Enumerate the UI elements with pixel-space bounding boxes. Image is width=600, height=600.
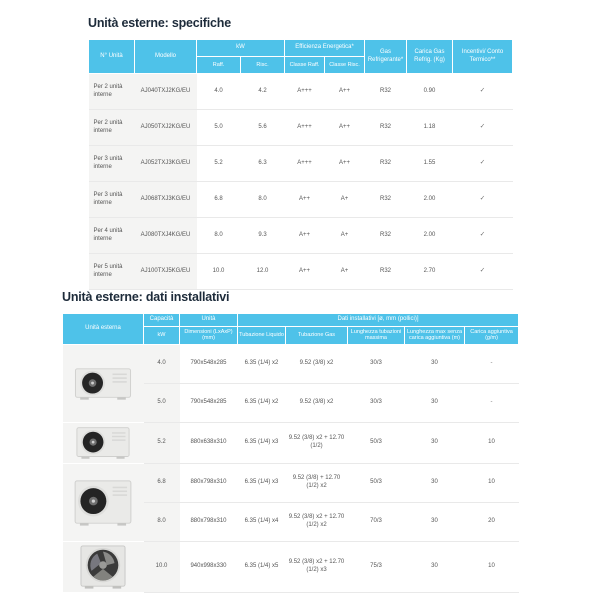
col-header-gas: Gas Refrigerante*	[365, 40, 407, 74]
outdoor-unit-photo-medium	[63, 423, 144, 464]
cell-gas: 9.52 (3/8) x2	[286, 384, 348, 423]
cell-classe-raff: A+++	[285, 110, 325, 146]
cell-senza-carica: 30	[405, 464, 465, 503]
cell-liquido: 6.35 (1/4) x3	[238, 423, 286, 464]
cell-classe-risc: A++	[325, 74, 365, 110]
section-specifiche	[88, 16, 512, 290]
outdoor-unit-icon	[72, 478, 134, 528]
cell-carica: 20	[465, 503, 519, 542]
cell-senza-carica: 30	[405, 384, 465, 423]
table-row	[63, 542, 519, 593]
cell-gas: 9.52 (3/8) x2 + 12.70 (1/2) x2	[286, 503, 348, 542]
table-row	[89, 218, 513, 254]
checkmark-icon: ✓	[453, 110, 513, 146]
col-header-raff: Raff.	[197, 57, 241, 74]
cell-liquido: 6.35 (1/4) x2	[238, 345, 286, 384]
col-header-tubazione-gas: Tubazione Gas	[286, 326, 348, 345]
cell-risc: 5.6	[241, 110, 285, 146]
cell-classe-risc: A++	[325, 146, 365, 182]
cell-carica: 10	[465, 423, 519, 464]
cell-classe-risc: A+	[325, 218, 365, 254]
cell-gas: R32	[365, 182, 407, 218]
cell-lunghezza: 70/3	[348, 503, 405, 542]
cell-kw: 6.8	[144, 464, 180, 503]
cell-raff: 10.0	[197, 254, 241, 290]
cell-kw: 4.0	[144, 345, 180, 384]
cell-classe-raff: A++	[285, 182, 325, 218]
cell-gas: R32	[365, 254, 407, 290]
col-header-risc: Risc.	[241, 57, 285, 74]
table-row	[89, 110, 513, 146]
cell-risc: 6.3	[241, 146, 285, 182]
cell-kw: 10.0	[144, 542, 180, 593]
col-header-modello: Modello	[135, 40, 197, 74]
cell-gas: R32	[365, 218, 407, 254]
col-group-efficienza: Efficienza Energetica*	[285, 40, 365, 57]
checkmark-icon: ✓	[453, 146, 513, 182]
table-row	[89, 146, 513, 182]
cell-carica: 1.18	[407, 110, 453, 146]
cell-senza-carica: 30	[405, 423, 465, 464]
cell-lunghezza: 30/3	[348, 384, 405, 423]
cell-risc: 4.2	[241, 74, 285, 110]
col-header-kw: kW	[144, 326, 180, 345]
col-group-dati-installativi: Dati installativi [ø, mm (pollici)]	[238, 314, 519, 327]
cell-carica: 10	[465, 542, 519, 593]
table-row	[63, 464, 519, 503]
section-dati-installativi	[62, 290, 518, 593]
cell-liquido: 6.35 (1/4) x4	[238, 503, 286, 542]
col-header-classe-risc: Classe Risc.	[325, 57, 365, 74]
cell-gas: R32	[365, 74, 407, 110]
cell-liquido: 6.35 (1/4) x3	[238, 464, 286, 503]
cell-risc: 12.0	[241, 254, 285, 290]
cell-modello: AJ068TXJ3KG/EU	[135, 182, 197, 218]
cell-gas: 9.52 (3/8) x2 + 12.70 (1/2) x3	[286, 542, 348, 593]
cell-classe-risc: A++	[325, 110, 365, 146]
cell-senza-carica: 30	[405, 542, 465, 593]
col-header-incentivi: Incentivi/ Conto Termico**	[453, 40, 513, 74]
cell-raff: 4.0	[197, 74, 241, 110]
cell-gas: 9.52 (3/8) + 12.70 (1/2) x2	[286, 464, 348, 503]
outdoor-unit-photo-tall	[63, 464, 144, 542]
col-group-capacita: Capacità	[144, 314, 180, 327]
col-header-carica-aggiuntiva: Carica aggiuntiva (g/m)	[465, 326, 519, 345]
col-group-kw: kW	[197, 40, 285, 57]
cell-n-unita: Per 3 unità interne	[89, 182, 135, 218]
cell-carica: 2.70	[407, 254, 453, 290]
page-title-specifiche: Unità esterne: specifiche	[88, 16, 231, 30]
cell-risc: 9.3	[241, 218, 285, 254]
cell-raff: 6.8	[197, 182, 241, 218]
cell-lunghezza: 30/3	[348, 345, 405, 384]
cell-modello: AJ040TXJ2KG/EU	[135, 74, 197, 110]
cell-gas: R32	[365, 146, 407, 182]
cell-dimensioni: 940x998x330	[180, 542, 238, 593]
cell-dimensioni: 880x798x310	[180, 464, 238, 503]
cell-lunghezza: 50/3	[348, 423, 405, 464]
outdoor-unit-photo-large	[63, 542, 144, 593]
cell-raff: 5.0	[197, 110, 241, 146]
cell-senza-carica: 30	[405, 503, 465, 542]
col-header-lunghezza-senza-carica: Lunghezza max senza carica aggiuntiva (m)	[405, 326, 465, 345]
cell-classe-raff: A++	[285, 218, 325, 254]
page-title-dati-installativi: Unità esterne: dati installativi	[62, 290, 230, 304]
cell-modello: AJ100TXJ5KG/EU	[135, 254, 197, 290]
cell-carica: 2.00	[407, 182, 453, 218]
cell-kw: 5.0	[144, 384, 180, 423]
cell-lunghezza: 50/3	[348, 464, 405, 503]
checkmark-icon: ✓	[453, 218, 513, 254]
cell-risc: 8.0	[241, 182, 285, 218]
cell-carica: 10	[465, 464, 519, 503]
cell-modello: AJ080TXJ4KG/EU	[135, 218, 197, 254]
cell-dimensioni: 790x548x285	[180, 384, 238, 423]
cell-lunghezza: 75/3	[348, 542, 405, 593]
cell-classe-raff: A+++	[285, 74, 325, 110]
cell-raff: 8.0	[197, 218, 241, 254]
col-header-classe-raff: Classe Raff.	[285, 57, 325, 74]
checkmark-icon: ✓	[453, 74, 513, 110]
table-row	[63, 423, 519, 464]
cell-liquido: 6.35 (1/4) x2	[238, 384, 286, 423]
cell-carica: 1.55	[407, 146, 453, 182]
table-row	[89, 182, 513, 218]
checkmark-icon: ✓	[453, 254, 513, 290]
specifiche-table	[88, 39, 513, 290]
cell-kw: 8.0	[144, 503, 180, 542]
cell-n-unita: Per 2 unità interne	[89, 110, 135, 146]
cell-modello: AJ052TXJ3KG/EU	[135, 146, 197, 182]
cell-kw: 5.2	[144, 423, 180, 464]
cell-modello: AJ050TXJ2KG/EU	[135, 110, 197, 146]
col-header-carica-gas: Carica Gas Refrig. (Kg)	[407, 40, 453, 74]
cell-classe-risc: A+	[325, 254, 365, 290]
cell-n-unita: Per 4 unità interne	[89, 218, 135, 254]
outdoor-unit-icon	[78, 544, 128, 590]
cell-carica: -	[465, 345, 519, 384]
table-row	[89, 254, 513, 290]
outdoor-unit-icon	[72, 365, 134, 403]
cell-n-unita: Per 5 unità interne	[89, 254, 135, 290]
col-header-lunghezza-max: Lunghezza tubazioni massima	[348, 326, 405, 345]
col-header-tubazione-liquido: Tubazione Liquido	[238, 326, 286, 345]
cell-carica: 0.90	[407, 74, 453, 110]
cell-carica: 2.00	[407, 218, 453, 254]
col-header-dimensioni: Dimensioni (LxAxP) (mm)	[180, 326, 238, 345]
cell-senza-carica: 30	[405, 345, 465, 384]
col-header-n-unita: N° Unità	[89, 40, 135, 74]
cell-classe-risc: A+	[325, 182, 365, 218]
cell-dimensioni: 880x798x310	[180, 503, 238, 542]
table-row	[89, 74, 513, 110]
cell-dimensioni: 790x548x285	[180, 345, 238, 384]
installativi-table	[62, 313, 519, 593]
cell-gas: 9.52 (3/8) x2 + 12.70 (1/2)	[286, 423, 348, 464]
cell-liquido: 6.35 (1/4) x5	[238, 542, 286, 593]
checkmark-icon: ✓	[453, 182, 513, 218]
col-group-unita: Unità	[180, 314, 238, 327]
cell-dimensioni: 880x638x310	[180, 423, 238, 464]
outdoor-unit-icon	[71, 425, 135, 461]
cell-classe-raff: A+++	[285, 146, 325, 182]
cell-n-unita: Per 3 unità interne	[89, 146, 135, 182]
cell-carica: -	[465, 384, 519, 423]
col-header-unita-esterna: Unità esterna	[63, 314, 144, 345]
cell-gas: 9.52 (3/8) x2	[286, 345, 348, 384]
table-row	[63, 345, 519, 384]
cell-classe-raff: A++	[285, 254, 325, 290]
cell-gas: R32	[365, 110, 407, 146]
cell-n-unita: Per 2 unità interne	[89, 74, 135, 110]
cell-raff: 5.2	[197, 146, 241, 182]
outdoor-unit-photo-small	[63, 345, 144, 423]
